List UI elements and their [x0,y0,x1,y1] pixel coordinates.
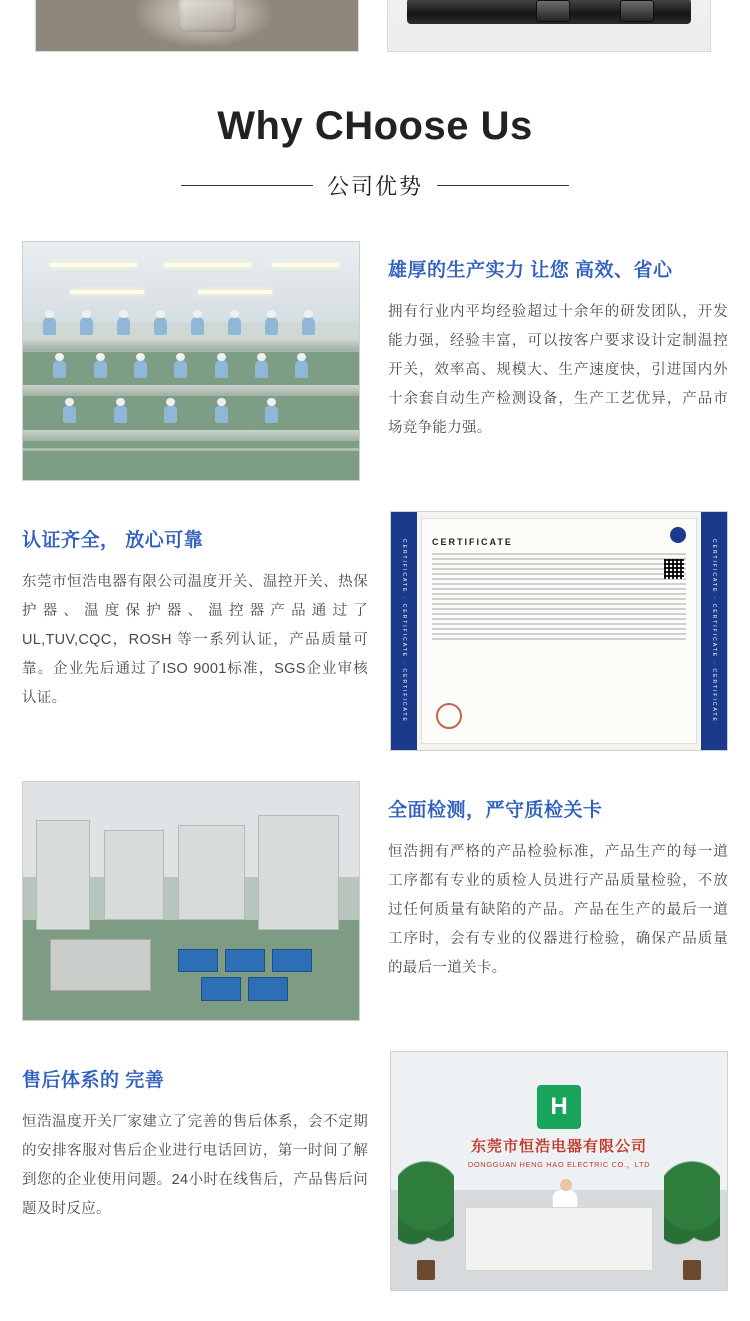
worker-row [23,356,359,378]
divider-left [181,185,313,186]
ceiling-light [198,290,272,294]
worker [191,317,204,335]
worker [164,405,177,423]
blue-crate [225,949,265,973]
assembly-bench [23,340,359,351]
worker [94,360,107,378]
feature-list [0,241,750,1291]
worker [80,317,93,335]
worker [134,360,147,378]
certificate-heading: CERTIFICATE [432,537,513,547]
factory-workshop-art [23,242,359,480]
feature-title: 全面检测，严守质检关卡 [388,800,603,821]
testing-workshop-photo [22,781,360,1021]
test-machine [104,830,164,920]
feature-production-strength [0,241,750,481]
worker-row [23,313,359,335]
certificate-sheet [421,518,697,744]
worker [265,317,278,335]
feature-copy [22,511,376,713]
feature-certifications [0,511,750,751]
certificate-side-text: CERTIFICATE · CERTIFICATE · CERTIFICATE [391,512,417,750]
top-product-strip [0,0,750,56]
worker [174,360,187,378]
company-name-cn: 东莞市恒浩电器有限公司 [470,1138,647,1156]
sensor-cap-1 [536,0,570,22]
worker [228,317,241,335]
certificate-badge-icon [670,527,686,543]
ceiling-light [70,290,144,294]
assembly-bench [23,385,359,396]
certificate-photo [390,511,728,751]
section-heading [0,104,750,201]
factory-workshop-photo [22,241,360,481]
page-title: Why CHoose Us [217,104,533,148]
blue-crate [201,977,241,1001]
feature-body: 恒浩温度开关厂家建立了完善的售后体系，会不定期的安排客服对售后企业进行电话回访，第一时间了解到您的企业使用问题。24小时在线售后，产品售后问题及时反应。 [22,1113,368,1217]
feature-title: 雄厚的生产实力 让您 高效、省心 [388,260,673,281]
feature-body: 东莞市恒浩电器有限公司温度开关、温控开关、热保护器、温度保护器、温控器产品通过了UL,TUV,CQC，ROSH 等一系列认证，产品质量可靠。企业先后通过了ISO 9001标准，SGS企业审核认证。 [22,573,368,706]
thermostat-disc-art [36,0,358,51]
certificate-text-lines [432,553,686,640]
blue-crate [272,949,312,973]
blue-crate [248,977,288,1001]
page-subtitle: 公司优势 [326,174,423,199]
company-reception-art [391,1052,727,1290]
test-machine [258,815,339,929]
potted-plant-icon [664,1160,720,1280]
worker [255,360,268,378]
company-reception-photo [390,1051,728,1291]
divider-right [437,185,569,186]
blue-crate [178,949,218,973]
qr-code-icon [664,559,684,579]
testing-workshop-art [23,782,359,1020]
feature-body: 恒浩拥有严格的产品检验标准，产品生产的每一道工序都有专业的质检人员进行产品质量检验，不放过任何质量有缺陷的产品。产品在生产的最后一道工序时，会有专业的仪器进行检验，确保产品质量的最后一道关卡。 [388,843,728,976]
test-machine [178,825,245,920]
feature-body: 拥有行业内平均经验超过十余年的研发团队，开发能力强，经验丰富，可以按客户要求设计定制温控开关，效率高、规模大、生产速度快，引进国内外十余套自动生产检测设备，生产工艺优异，产品市场竞争能力强。 [388,303,728,436]
ceiling-light [50,263,137,267]
worker [43,317,56,335]
potted-plant-icon [398,1160,454,1280]
feature-full-inspection [0,781,750,1021]
subtitle-row [0,170,750,201]
product-photo-black-sensor-bar [387,0,711,52]
certificate-side-text-2: CERTIFICATE · CERTIFICATE · CERTIFICATE [701,512,727,750]
test-machine [36,820,90,929]
ceiling-light [164,263,251,267]
worker [117,317,130,335]
worker [154,317,167,335]
certificate-seal-icon [436,703,462,729]
worker [63,405,76,423]
feature-title: 售后体系的 完善 [22,1070,165,1091]
feature-title: 认证齐全， 放心可靠 [22,530,204,551]
worker [265,405,278,423]
feature-after-sales [0,1051,750,1291]
reception-desk [465,1207,653,1271]
sensor-cap-2 [620,0,654,22]
feature-copy [378,241,728,443]
feature-copy [22,1051,376,1224]
worker [302,317,315,335]
heng-hao-logo-icon: H [537,1085,581,1129]
product-photo-thermostat-disc [35,0,359,52]
work-table [50,939,151,991]
company-name-en: DONGGUAN HENG HAO ELECTRIC CO.，LTD [467,1160,651,1170]
worker [53,360,66,378]
worker [114,405,127,423]
floor-marking [23,448,359,451]
feature-copy [378,781,728,983]
worker [215,405,228,423]
sensor-bar-art [388,0,710,51]
certificate-art [391,512,727,750]
reception-wall-sign [431,1085,686,1170]
worker [295,360,308,378]
worker-row [23,401,359,423]
ceiling-light [272,263,339,267]
assembly-bench [23,430,359,441]
worker [215,360,228,378]
